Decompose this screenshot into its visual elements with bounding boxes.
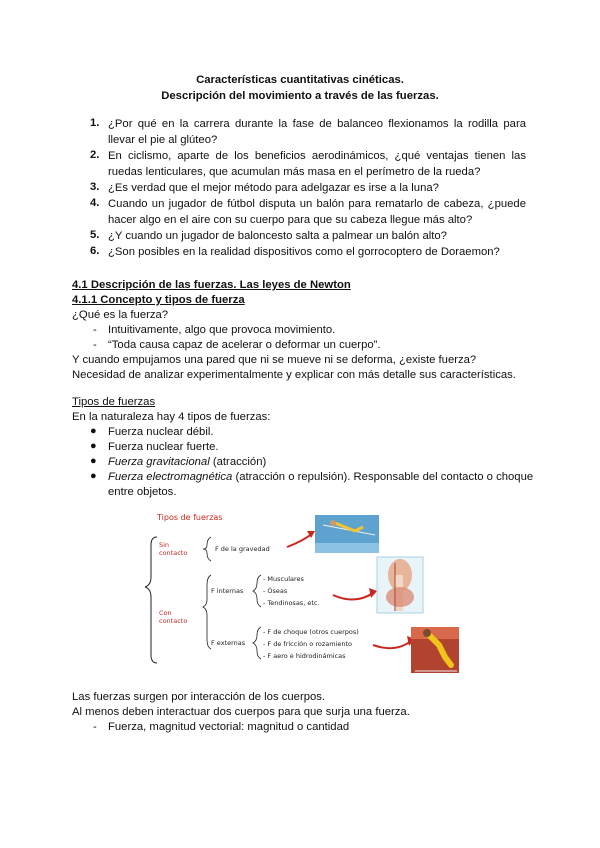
question-number: 2. [90,149,100,161]
closing-line-1: Las fuerzas surgen por interacción de los cuerpos. [72,691,326,703]
question-number: 6. [90,245,100,257]
dash-bullet: - [93,339,97,351]
force-type-name: Fuerza electromagnética [108,471,233,483]
internas-item: - Tendinosas, etc. [263,599,320,607]
question-text: ¿Por qué en la carrera durante la fase de balanceo flexionamos la rodilla para llevar el pie al glúteo? [108,118,526,146]
section-subheading: 4.1.1 Concepto y tipos de fuerza [72,294,245,306]
internas-item-label: Óseas [267,587,288,595]
label-sin-contacto: Sin contacto [159,541,188,557]
closing-dash-item: Fuerza, magnitud vectorial: magnitud o cantidad [108,721,350,733]
question-number: 5. [90,229,100,241]
externas-item: - F de choque (otros cuerpos) [263,628,359,636]
force-type-item [108,470,533,485]
label-con-contacto: Con contacto [159,609,188,625]
internas-item-label: Musculares [267,575,304,583]
paragraph: Necesidad de analizar experimentalmente y explicar con más detalle sus características. [72,369,516,381]
high-jump-photo [315,515,379,553]
bullet-dot: ● [90,470,97,482]
question-text: ¿Son posibles en la realidad dispositivos como el gorrocoptero de Doraemon? [108,246,500,258]
diagram-drawing [145,505,465,675]
dash-bullet: - [93,721,97,733]
question-text: ¿Es verdad que el mejor método para adelgazar es irse a la luna? [108,182,439,194]
diagram-title: Tipos de fuerzas [157,513,223,522]
externas-item-label: F de choque (otros cuerpos) [267,628,359,636]
label-f-gravedad: F de la gravedad [215,545,270,553]
label-f-externas: F externas [211,639,246,647]
internas-item: - Óseas [263,587,288,595]
question-number: 1. [90,117,100,129]
externas-item: - F aero e hidrodinámicas [263,652,346,660]
knee-anatomy-photo [377,557,423,613]
closing-line-2: Al menos deben interactuar dos cuerpos para que surja una fuerza. [72,706,410,718]
force-type-desc: (atracción) [212,456,267,468]
question-number: 3. [90,181,100,193]
dash-item: “Toda causa capaz de acelerar o deformar un cuerpo”. [108,339,381,351]
bullet-dot: ● [90,455,97,467]
internas-item: - Musculares [263,575,304,583]
externas-item-label: F aero e hidrodinámicas [267,652,346,660]
question-number: 4. [90,197,100,209]
dash-item: Intuitivamente, algo que provoca movimiento. [108,324,336,336]
dash-bullet: - [93,324,97,336]
question-que-es-fuerza: ¿Qué es la fuerza? [72,309,169,321]
force-type-desc: (atracción o repulsión). Responsable del contacto o choque [232,471,534,483]
title-line-1: Características cuantitativas cinéticas. [196,74,404,86]
tipos-heading: Tipos de fuerzas [72,396,156,408]
force-types-diagram [145,505,465,675]
bullet-dot: ● [90,425,97,437]
force-type-item [108,455,266,470]
question-text: Cuando un jugador de fútbol disputa un balón para rematarlo de cabeza, ¿puede hacer algo en el aire con su cuerpo para que su cabeza llegue más alto? [108,198,526,226]
label-f-internas: F internas [211,587,244,595]
internas-item-label: Tendinosas, etc. [267,599,320,607]
section-heading: 4.1 Descripción de las fuerzas. Las leyes de Newton [72,279,351,291]
tipos-intro: En la naturaleza hay 4 tipos de fuerzas: [72,411,271,423]
sprinter-photo [411,627,459,673]
externas-item: - F de fricción o rozamiento [263,640,353,648]
question-text: ¿Y cuando un jugador de baloncesto salta a palmear un balón alto? [108,230,447,242]
force-type-desc-cont: entre objetos. [108,486,177,498]
force-type-name: Fuerza gravitacional [108,456,213,468]
title-line-2: Descripción del movimiento a través de las fuerzas. [161,90,439,102]
question-text: En ciclismo, aparte de los beneficios aerodinámicos, ¿qué ventajas tienen las ruedas lenticulares, que acumulan más masa en el perímetro de la rueda? [108,150,526,178]
bullet-dot: ● [90,440,97,452]
paragraph: Y cuando empujamos una pared que ni se mueve ni se deforma, ¿existe fuerza? [72,354,477,366]
force-type-item: Fuerza nuclear débil. [108,426,214,438]
force-type-item: Fuerza nuclear fuerte. [108,441,219,453]
externas-item-label: F de fricción o rozamiento [267,640,353,648]
